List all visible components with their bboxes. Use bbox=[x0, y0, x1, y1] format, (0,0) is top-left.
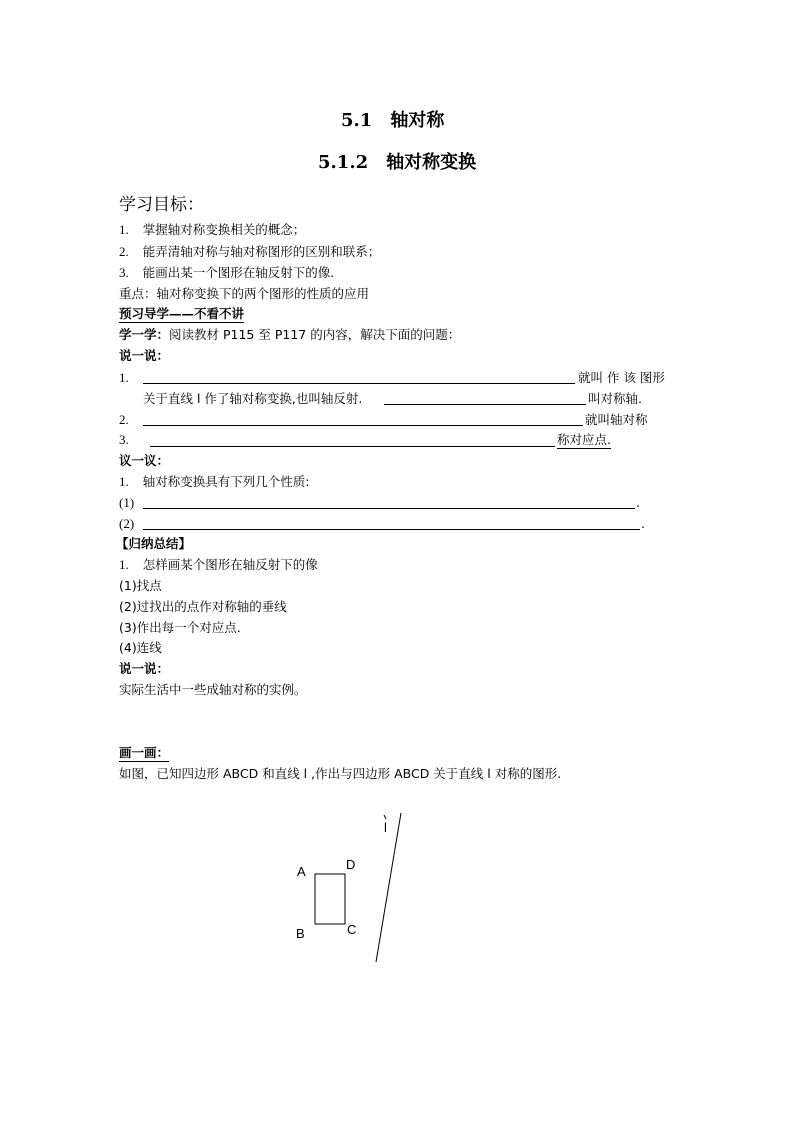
say-item-suffix: 就叫轴对称 bbox=[585, 412, 648, 427]
step-item: (1)找点 bbox=[119, 578, 162, 593]
say-heading: 说一说： bbox=[119, 348, 170, 363]
property-num: (2) bbox=[119, 516, 135, 531]
study-text: 阅读教材 P115 至 P117 的内容，解决下面的问题： bbox=[169, 327, 461, 342]
say-item-num: 1. bbox=[119, 370, 129, 385]
summary-num: 1. bbox=[119, 557, 129, 572]
quadrilateral-figure bbox=[280, 800, 420, 970]
fill-blank[interactable] bbox=[384, 404, 586, 405]
study-label: 学一学： bbox=[119, 327, 170, 342]
draw-text: 如图，已知四边形 ABCD 和直线 l ,作出与四边形 ABCD 关于直线 l 对称的图形. bbox=[119, 766, 562, 781]
label-a: A bbox=[297, 864, 306, 879]
objective-text: 能弄清轴对称与轴对称图形的区别和联系； bbox=[142, 244, 381, 259]
property-end: . bbox=[641, 516, 645, 531]
summary-heading: 【归纳总结】 bbox=[116, 536, 192, 551]
discuss-text: 轴对称变换具有下列几个性质: bbox=[142, 474, 310, 489]
summary-item bbox=[119, 557, 318, 573]
discuss-num: 1. bbox=[119, 474, 129, 489]
label-b: B bbox=[296, 926, 305, 941]
step-item: (3)作出每一个对应点. bbox=[119, 620, 241, 635]
label-d: D bbox=[346, 857, 356, 872]
say-item-cont-suffix: 叫对称轴. bbox=[588, 391, 642, 406]
objective-num: 1. bbox=[119, 222, 129, 237]
discuss-heading: 议一议： bbox=[119, 453, 170, 468]
say-item-num: 3. bbox=[119, 432, 129, 447]
label-c: C bbox=[347, 922, 357, 937]
property-end: . bbox=[636, 495, 640, 510]
say-item-suffix: 称对应点. bbox=[557, 432, 611, 447]
discuss-item bbox=[119, 474, 309, 490]
preview-heading: 预习导学——不看不讲 bbox=[119, 306, 245, 321]
step-item: (4)连线 bbox=[119, 640, 162, 655]
say-item-suffix: 就叫 作 该 图形 bbox=[578, 370, 665, 385]
objective-num: 2. bbox=[119, 244, 129, 259]
step-item: (2)过找出的点作对称轴的垂线 bbox=[119, 599, 287, 614]
line-l bbox=[376, 813, 401, 962]
key-point: 重点：轴对称变换下的两个图形的性质的应用 bbox=[119, 286, 370, 301]
objective-item bbox=[119, 222, 305, 238]
quadrilateral-abcd bbox=[315, 874, 345, 924]
objective-num: 3. bbox=[119, 265, 129, 280]
study-line bbox=[119, 327, 460, 343]
say-item-cont: 关于直线 l 作了轴对称变换,也叫轴反射. bbox=[143, 391, 363, 406]
objective-item bbox=[119, 244, 380, 260]
line-l-mark bbox=[384, 815, 386, 819]
say2-heading: 说一说： bbox=[119, 661, 170, 676]
say-item-num: 2. bbox=[119, 412, 129, 427]
summary-text: 怎样画某个图形在轴反射下的像 bbox=[142, 557, 318, 572]
page-subtitle: 5.1.2 轴对称变换 bbox=[318, 152, 477, 173]
objective-item bbox=[119, 265, 334, 281]
fill-blank[interactable] bbox=[143, 425, 583, 426]
objective-text: 掌握轴对称变换相关的概念； bbox=[142, 222, 306, 237]
say2-text: 实际生活中一些成轴对称的实例。 bbox=[119, 682, 307, 697]
fill-blank[interactable] bbox=[143, 529, 640, 530]
objective-text: 能画出某一个图形在轴反射下的像. bbox=[142, 265, 335, 280]
fill-blank[interactable] bbox=[143, 383, 575, 384]
fill-blank[interactable] bbox=[150, 446, 555, 447]
label-l: l bbox=[384, 820, 387, 835]
fill-blank[interactable] bbox=[143, 508, 635, 509]
objectives-heading: 学习目标： bbox=[119, 195, 204, 215]
page-title: 5.1 轴对称 bbox=[341, 110, 445, 131]
draw-heading: 画一画： bbox=[119, 745, 170, 760]
property-num: (1) bbox=[119, 495, 135, 510]
